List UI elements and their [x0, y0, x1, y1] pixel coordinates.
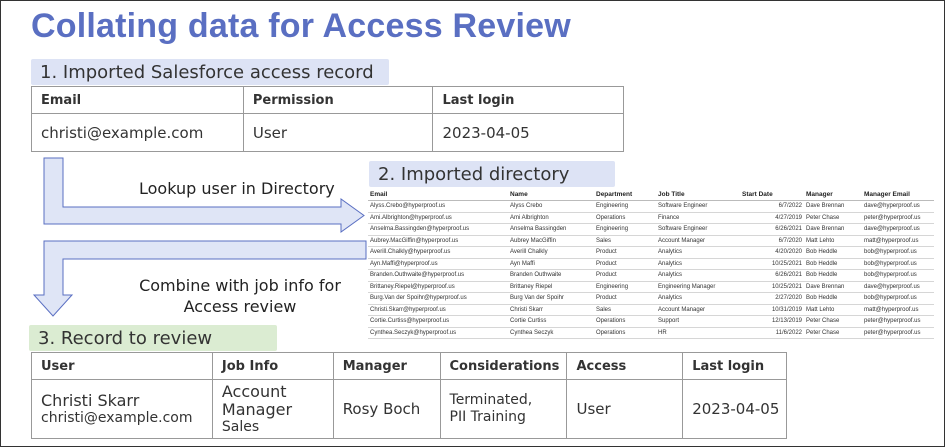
cell-considerations — [440, 380, 567, 439]
directory-cell: Averill Chalkly — [508, 247, 594, 259]
directory-cell: bob@hyperproof.us — [862, 247, 934, 259]
directory-cell: Ami Albrighton — [508, 212, 594, 224]
directory-cell: Peter Chase — [804, 212, 862, 224]
table-row — [368, 201, 934, 213]
directory-cell: Software Engineer — [656, 224, 740, 236]
directory-column-header: Start Date — [740, 189, 804, 201]
column-header-job-info: Job Info — [212, 353, 333, 380]
directory-cell: Brittaney.Riepel@hyperproof.us — [368, 281, 508, 293]
directory-cell: peter@hyperproof.us — [862, 212, 934, 224]
directory-cell: Engineering — [594, 201, 656, 213]
directory-cell: Dave Brennan — [804, 224, 862, 236]
directory-cell: Alyss Crebo — [508, 201, 594, 213]
table-row — [368, 281, 934, 293]
directory-cell: Analytics — [656, 270, 740, 282]
review-record-table — [31, 352, 787, 439]
directory-column-header: Name — [508, 189, 594, 201]
cell-user — [32, 380, 213, 439]
directory-cell: Bob Heddle — [804, 247, 862, 259]
directory-cell: Ayn Maffi — [508, 258, 594, 270]
directory-cell: Cortie Curtiss — [508, 316, 594, 328]
directory-column-header: Job Title — [656, 189, 740, 201]
directory-cell: 10/25/2021 — [740, 281, 804, 293]
directory-cell: Analytics — [656, 293, 740, 305]
directory-cell: Engineering Manager — [656, 281, 740, 293]
directory-cell: 11/6/2022 — [740, 327, 804, 339]
directory-cell: 12/13/2019 — [740, 316, 804, 328]
directory-cell: Ami.Albrighton@hyperproof.us — [368, 212, 508, 224]
column-header-access: Access — [567, 353, 683, 380]
directory-cell: Support — [656, 316, 740, 328]
directory-cell: Matt Lehto — [804, 304, 862, 316]
considerations-line-1: Terminated, — [449, 392, 533, 408]
job-department: Sales — [221, 418, 260, 435]
directory-column-header: Email — [368, 189, 508, 201]
directory-column-header: Manager Email — [862, 189, 934, 201]
directory-cell: Cynthea Seczyk — [508, 327, 594, 339]
directory-cell: Bob Heddle — [804, 293, 862, 305]
directory-cell: Peter Chase — [804, 316, 862, 328]
cell-manager: Rosy Boch — [333, 380, 440, 439]
directory-cell: Matt Lehto — [804, 235, 862, 247]
directory-cell: HR — [656, 327, 740, 339]
directory-cell: peter@hyperproof.us — [862, 316, 934, 328]
user-email: christi@example.com — [41, 409, 193, 426]
directory-cell: Peter Chase — [804, 327, 862, 339]
directory-cell: bob@hyperproof.us — [862, 293, 934, 305]
directory-cell: Software Engineer — [656, 201, 740, 213]
page-title: Collating data for Access Review — [31, 7, 571, 45]
combine-caption — [131, 275, 349, 317]
directory-cell: 4/27/2019 — [740, 212, 804, 224]
user-name: Christi Skarr — [41, 390, 140, 410]
directory-cell: 6/7/2020 — [740, 235, 804, 247]
directory-cell: 6/7/2022 — [740, 201, 804, 213]
directory-cell: Account Manager — [656, 304, 740, 316]
directory-cell: Product — [594, 293, 656, 305]
table-row — [368, 327, 934, 339]
table-row — [368, 235, 934, 247]
table-row — [368, 247, 934, 259]
directory-cell: 6/26/2021 — [740, 224, 804, 236]
directory-cell: Aubrey MacGiffin — [508, 235, 594, 247]
job-title-line-1: Account — [221, 381, 287, 401]
directory-cell: Product — [594, 247, 656, 259]
directory-cell: Brittaney Riepel — [508, 281, 594, 293]
salesforce-section-label: 1. Imported Salesforce access record — [31, 59, 389, 85]
directory-cell: Anselma.Bassingden@hyperproof.us — [368, 224, 508, 236]
directory-cell: Engineering — [594, 281, 656, 293]
column-header-considerations: Considerations — [440, 353, 567, 380]
directory-cell: Branden.Outhwaite@hyperproof.us — [368, 270, 508, 282]
column-header-permission: Permission — [243, 87, 433, 114]
directory-cell: Engineering — [594, 224, 656, 236]
cell-email: christi@example.com — [32, 114, 244, 152]
directory-cell: Operations — [594, 316, 656, 328]
cell-permission: User — [243, 114, 433, 152]
directory-cell: Analytics — [656, 258, 740, 270]
directory-cell: Bob Heddle — [804, 258, 862, 270]
directory-cell: Averill.Chalkly@hyperproof.us — [368, 247, 508, 259]
directory-column-header: Manager — [804, 189, 862, 201]
column-header-manager: Manager — [333, 353, 440, 380]
table-row — [368, 293, 934, 305]
directory-cell: Finance — [656, 212, 740, 224]
directory-cell: Cortie.Curtiss@hyperproof.us — [368, 316, 508, 328]
directory-cell: dave@hyperproof.us — [862, 201, 934, 213]
directory-cell: Bob Heddle — [804, 270, 862, 282]
table-row — [368, 258, 934, 270]
directory-cell: Analytics — [656, 247, 740, 259]
directory-cell: Anselma Bassingden — [508, 224, 594, 236]
combine-caption-line-1: Combine with job info for — [139, 276, 341, 295]
directory-cell: Dave Brennan — [804, 201, 862, 213]
job-title-line-2: Manager — [221, 399, 293, 419]
cell-last-login: 2023-04-05 — [683, 380, 787, 439]
considerations-line-2: PII Training — [449, 409, 526, 425]
table-header-row — [32, 353, 787, 380]
table-row — [368, 270, 934, 282]
directory-header-row — [368, 189, 934, 201]
directory-cell: bob@hyperproof.us — [862, 258, 934, 270]
directory-cell: Product — [594, 270, 656, 282]
column-header-last-login: Last login — [433, 87, 624, 114]
review-section-label: 3. Record to review — [29, 325, 277, 351]
lookup-caption: Lookup user in Directory — [139, 179, 335, 198]
combine-caption-line-2: Access review — [183, 297, 297, 316]
table-row — [368, 224, 934, 236]
table-row — [368, 212, 934, 224]
directory-cell: Ayn.Maffi@hyperproof.us — [368, 258, 508, 270]
directory-cell: Christi Skarr — [508, 304, 594, 316]
table-row — [368, 316, 934, 328]
directory-cell: Operations — [594, 327, 656, 339]
directory-cell: 10/25/2021 — [740, 258, 804, 270]
directory-cell: dave@hyperproof.us — [862, 281, 934, 293]
directory-cell: Cynthea.Seczyk@hyperproof.us — [368, 327, 508, 339]
directory-cell: 10/31/2019 — [740, 304, 804, 316]
directory-cell: Aubrey.MacGiffin@hyperproof.us — [368, 235, 508, 247]
directory-cell: Dave Brennan — [804, 281, 862, 293]
cell-last-login: 2023-04-05 — [433, 114, 624, 152]
directory-section-label: 2. Imported directory — [369, 161, 615, 187]
directory-cell: Product — [594, 258, 656, 270]
directory-cell: Account Manager — [656, 235, 740, 247]
directory-cell: Sales — [594, 235, 656, 247]
directory-cell: peter@hyperproof.us — [862, 327, 934, 339]
table-row — [368, 304, 934, 316]
directory-cell: 2/27/2020 — [740, 293, 804, 305]
directory-cell: Alyss.Crebo@hyperproof.us — [368, 201, 508, 213]
column-header-email: Email — [32, 87, 244, 114]
directory-cell: Christi.Skarr@hyperproof.us — [368, 304, 508, 316]
directory-table — [368, 189, 934, 339]
column-header-last-login: Last login — [683, 353, 787, 380]
directory-cell: 6/26/2021 — [740, 270, 804, 282]
cell-access: User — [567, 380, 683, 439]
directory-cell: matt@hyperproof.us — [862, 304, 934, 316]
directory-cell: Burg.Van der Spoihr@hyperproof.us — [368, 293, 508, 305]
directory-cell: 4/20/2020 — [740, 247, 804, 259]
directory-cell: Sales — [594, 304, 656, 316]
directory-cell: Operations — [594, 212, 656, 224]
table-row — [32, 380, 787, 439]
directory-cell: matt@hyperproof.us — [862, 235, 934, 247]
directory-cell: bob@hyperproof.us — [862, 270, 934, 282]
directory-column-header: Department — [594, 189, 656, 201]
directory-cell: Burg Van der Spoihr — [508, 293, 594, 305]
cell-job-info — [212, 380, 333, 439]
directory-cell: Branden Outhwaite — [508, 270, 594, 282]
column-header-user: User — [32, 353, 213, 380]
directory-spreadsheet — [368, 189, 944, 343]
directory-cell: dave@hyperproof.us — [862, 224, 934, 236]
